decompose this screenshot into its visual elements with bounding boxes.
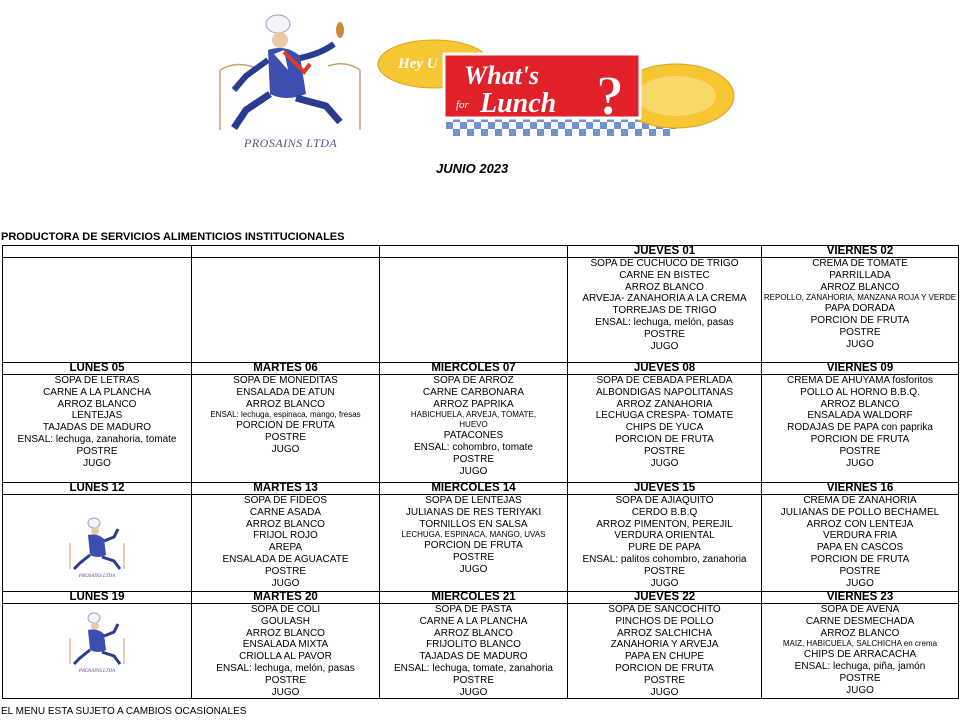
day-menu-cell (192, 495, 380, 592)
menu-item: SOPA DE ARROZ (433, 375, 514, 386)
menu-item: LECHUGA CRESPA- TOMATE (595, 410, 734, 422)
menu-item: CRIOLLA AL PAVOR (239, 651, 332, 663)
menu-item: SOPA DE PASTA (434, 604, 513, 615)
menu-item: PARRILLADA (829, 269, 891, 281)
day-menu-cell (568, 258, 762, 363)
menu-item: PORCION DE FRUTA (810, 553, 910, 565)
menu-item: LECHUGA, ESPINACA, MANGO, UVAS (401, 530, 546, 540)
menu-item: SOPA DE COLI (250, 604, 321, 615)
menu-item: VERDURA ORIENTAL (614, 530, 715, 542)
menu-item: JUGO (650, 340, 679, 352)
menu-item: PORCION DE FRUTA (236, 420, 335, 432)
logo-word-lunch: Lunch (480, 88, 557, 119)
menu-item: CREMA DE AHUYAMA fosforitos (787, 375, 933, 386)
menu-item: FRIJOL ROJO (253, 530, 318, 542)
menu-item: ARROZ BLANCO (246, 627, 325, 639)
week-header-row (3, 246, 959, 258)
day-menu-cell (380, 604, 568, 699)
day-header: VIERNES 23 (762, 592, 959, 604)
day-header: MIERCOLES 07 (380, 363, 568, 375)
week-menu-row (3, 258, 959, 363)
menu-item: POSTRE (839, 445, 881, 457)
menu-item: ENSAL: lechuga, melón, pasas (216, 662, 355, 674)
day-menu-cell (568, 375, 762, 483)
menu-item: HABICHUELA, ARVEJA, TOMATE, (410, 410, 537, 420)
menu-item: JUGO (271, 686, 300, 698)
menu-item: ARROZ PIMENTON, PEREJIL (596, 518, 733, 530)
day-menu-cell (192, 375, 380, 483)
day-header: MARTES 20 (192, 592, 380, 604)
menu-item: PORCION DE FRUTA (615, 662, 714, 674)
menu-item: ARROZ BLANCO (57, 398, 137, 410)
menu-item: CARNE CARBONARA (422, 386, 525, 398)
menu-item: POSTRE (76, 445, 118, 457)
menu-item: ARROZ BLANCO (246, 518, 325, 530)
menu-item: JUGO (846, 684, 874, 696)
day-menu-cell (3, 375, 192, 483)
day-header: JUEVES 22 (568, 592, 762, 604)
menu-item: PURE DE PAPA (628, 542, 701, 554)
menu-item: SOPA DE AJIAQUITO (615, 495, 714, 506)
menu-item: ENSAL: lechuga, espinaca, mango, fresas (210, 410, 361, 420)
day-header: LUNES 12 (3, 483, 192, 495)
menu-item: CARNE A LA PLANCHA (419, 615, 528, 627)
day-header: MARTES 06 (192, 363, 380, 375)
menu-item: TAJADAS DE MADURO (419, 651, 528, 663)
week-header-row (3, 363, 959, 375)
menu-item: ENSAL: palitos cohombro, zanahoria (582, 553, 747, 565)
menu-item: ARROZ BLANCO (246, 398, 325, 410)
chef-logo (216, 10, 366, 155)
day-menu-cell (762, 258, 959, 363)
menu-item: AREPA (268, 542, 303, 554)
menu-item: POSTRE (264, 565, 307, 577)
whats-for-lunch-logo (376, 38, 738, 136)
menu-item: TORREJAS DE TRIGO (612, 305, 717, 317)
lunch-menu-table (2, 245, 959, 699)
menu-item: CERDO B.B.Q (631, 506, 698, 518)
week-header-row (3, 592, 959, 604)
menu-item: POLLO AL HORNO B.B.Q. (800, 386, 920, 398)
menu-item: ENSAL: cohombro, tomate (414, 442, 533, 454)
menu-item: JUGO (846, 577, 874, 589)
menu-item: PAPA DORADA (824, 303, 896, 315)
menu-item: CHIPS DE ARRACACHA (803, 649, 917, 661)
logo-word-for: for (456, 99, 469, 111)
menu-item: POSTRE (264, 432, 307, 444)
menu-item: PORCION DE FRUTA (810, 315, 910, 327)
menu-item: SOPA DE LENTEJAS (425, 495, 522, 506)
day-header: LUNES 05 (3, 363, 192, 375)
day-header (380, 246, 568, 258)
day-header: MARTES 13 (192, 483, 380, 495)
menu-item: PORCION DE FRUTA (810, 433, 910, 445)
menu-item: JUGO (83, 457, 111, 469)
menu-item: JUGO (650, 686, 679, 698)
menu-item: ARROZ BLANCO (820, 281, 900, 293)
menu-item: POSTRE (452, 453, 495, 465)
week-menu-row (3, 604, 959, 699)
menu-item: PATACONES (443, 430, 504, 442)
logo-question-mark: ? (596, 65, 624, 127)
menu-item: CREMA DE ZANAHORIA (803, 495, 917, 506)
menu-item: ARROZ ZANAHORIA (616, 398, 713, 410)
menu-item: POSTRE (839, 565, 881, 577)
day-menu-cell (762, 495, 959, 592)
menu-item: JUGO (459, 465, 488, 477)
menu-item: JUGO (271, 443, 300, 455)
day-menu-cell (762, 375, 959, 483)
menu-item: ENSAL: lechuga, melón, pasas (595, 316, 734, 328)
day-menu-cell (3, 495, 192, 592)
day-menu-cell (192, 604, 380, 699)
menu-item: JUGO (271, 577, 300, 589)
day-header: LUNES 19 (3, 592, 192, 604)
menu-item: SOPA DE FIDEOS (243, 495, 328, 506)
menu-item: VERDURA FRIA (823, 530, 897, 542)
week-menu-row (3, 495, 959, 592)
menu-period: JUNIO 2023 (436, 161, 509, 176)
menu-disclaimer: EL MENU ESTA SUJETO A CAMBIOS OCASIONALES (1, 706, 247, 717)
menu-item: ARROZ BLANCO (625, 281, 704, 293)
menu-item: RODAJAS DE PAPA con paprika (787, 422, 933, 434)
menu-item: JUGO (650, 577, 679, 589)
menu-item: JUGO (846, 457, 874, 469)
menu-item: FRIJOLITO BLANCO (426, 639, 521, 651)
menu-item: ENSALADA DE ATUN (236, 386, 335, 398)
menu-item: ENSAL: lechuga, piña, jamón (794, 661, 926, 673)
menu-item: ARVEJA- ZANAHORIA A LA CREMA (582, 293, 747, 305)
menu-item: LENTEJAS (71, 410, 123, 422)
menu-item: PINCHOS DE POLLO (615, 615, 714, 627)
menu-item: ARROZ BLANCO (434, 627, 513, 639)
menu-item: POSTRE (643, 674, 686, 686)
menu-item: CARNE A LA PLANCHA (43, 386, 151, 398)
company-name: PRODUCTORA DE SERVICIOS ALIMENTICIOS INSTITUCIONALES (1, 231, 345, 243)
menu-item: ZANAHORIA Y ARVEJA (610, 639, 719, 651)
menu-item: POSTRE (643, 328, 686, 340)
day-menu-cell (762, 604, 959, 699)
brand-name: PROSAINS LTDA (244, 136, 338, 150)
menu-item: SOPA DE MONEDITAS (233, 375, 338, 386)
day-menu-cell (380, 495, 568, 592)
menu-item: JULIANAS DE RES TERIYAKI (405, 506, 542, 518)
day-header: JUEVES 15 (568, 483, 762, 495)
menu-item: ARROZ BLANCO (820, 398, 900, 410)
menu-item: HUEVO (459, 420, 488, 430)
menu-item: ARROZ CON LENTEJA (806, 518, 914, 530)
week-header-row (3, 483, 959, 495)
menu-item: JUGO (459, 563, 488, 575)
menu-item: ENSALADA DE AGUACATE (222, 553, 349, 565)
menu-item: PAPA EN CASCOS (816, 542, 904, 554)
menu-item: ENSAL: lechuga, zanahoria, tomate (17, 433, 177, 445)
menu-item: PORCION DE FRUTA (615, 433, 714, 445)
day-menu-cell (3, 258, 192, 363)
menu-item: POSTRE (839, 672, 881, 684)
menu-item: SOPA DE CEBADA PERLADA (596, 375, 733, 386)
menu-item: JUGO (846, 338, 874, 350)
menu-item: CHIPS DE YUCA (625, 422, 704, 434)
menu-item: ENSALADA MIXTA (242, 639, 329, 651)
menu-item: SOPA DE SANCOCHITO (608, 604, 721, 615)
menu-item: GOULASH (261, 615, 310, 627)
menu-item: JUGO (650, 457, 679, 469)
menu-item: SOPA DE AVENA (820, 604, 900, 615)
menu-item: ARROZ BLANCO (820, 627, 900, 639)
menu-item: ENSAL: lechuga, tomate, zanahoria (394, 662, 553, 674)
day-menu-cell (192, 258, 380, 363)
menu-item: REPOLLO, ZANAHORIA, MANZANA ROJA Y VERDE (763, 293, 957, 303)
menu-item: POSTRE (839, 326, 881, 338)
menu-item: POSTRE (452, 674, 495, 686)
day-menu-cell (568, 495, 762, 592)
menu-item: CARNE DESMECHADA (805, 615, 915, 627)
menu-item: PAPA EN CHUPE (624, 651, 705, 663)
menu-item: ENSALADA WALDORF (807, 410, 913, 422)
day-header (192, 246, 380, 258)
menu-item: SOPA DE CUCHUCO DE TRIGO (590, 258, 739, 269)
menu-item: ALBONDIGAS NAPOLITANAS (595, 386, 734, 398)
chef-logo-small (66, 515, 128, 579)
day-menu-cell (568, 604, 762, 699)
logo-small-text: Hey U (398, 56, 438, 72)
day-header: VIERNES 02 (762, 246, 959, 258)
chef-logo-small (66, 610, 128, 674)
day-menu-cell (3, 604, 192, 699)
menu-item: POSTRE (643, 565, 686, 577)
day-header: VIERNES 09 (762, 363, 959, 375)
menu-item: POSTRE (452, 552, 495, 564)
menu-item: ARROZ PAPRIKA (433, 398, 514, 410)
brand-name-small: PROSAINS LTDA (78, 574, 116, 579)
day-header: JUEVES 01 (568, 246, 762, 258)
menu-item: JUGO (459, 686, 488, 698)
day-menu-cell (380, 375, 568, 483)
week-menu-row (3, 375, 959, 483)
menu-item: POSTRE (264, 674, 307, 686)
menu-item: TORNILLOS EN SALSA (419, 518, 528, 530)
day-header (3, 246, 192, 258)
menu-item: CARNE EN BISTEC (619, 269, 710, 281)
day-header: MIERCOLES 21 (380, 592, 568, 604)
menu-item: MAIZ, HABICUELA, SALCHICHA en crema (782, 639, 938, 649)
menu-item: CARNE ASADA (249, 506, 322, 518)
day-header: MIERCOLES 14 (380, 483, 568, 495)
menu-item: ARROZ SALCHICHA (616, 627, 712, 639)
menu-item: JULIANAS DE POLLO BECHAMEL (780, 506, 940, 518)
menu-item: TAJADAS DE MADURO (42, 422, 152, 434)
menu-item: SOPA DE LETRAS (54, 375, 140, 386)
menu-item: POSTRE (643, 445, 686, 457)
day-menu-cell (380, 258, 568, 363)
day-header: JUEVES 08 (568, 363, 762, 375)
menu-item: PORCION DE FRUTA (424, 540, 523, 552)
menu-item: CREMA DE TOMATE (812, 258, 908, 269)
day-header: VIERNES 16 (762, 483, 959, 495)
logo-word-whats: What's (464, 61, 540, 90)
brand-name-small: PROSAINS LTDA (78, 669, 116, 674)
